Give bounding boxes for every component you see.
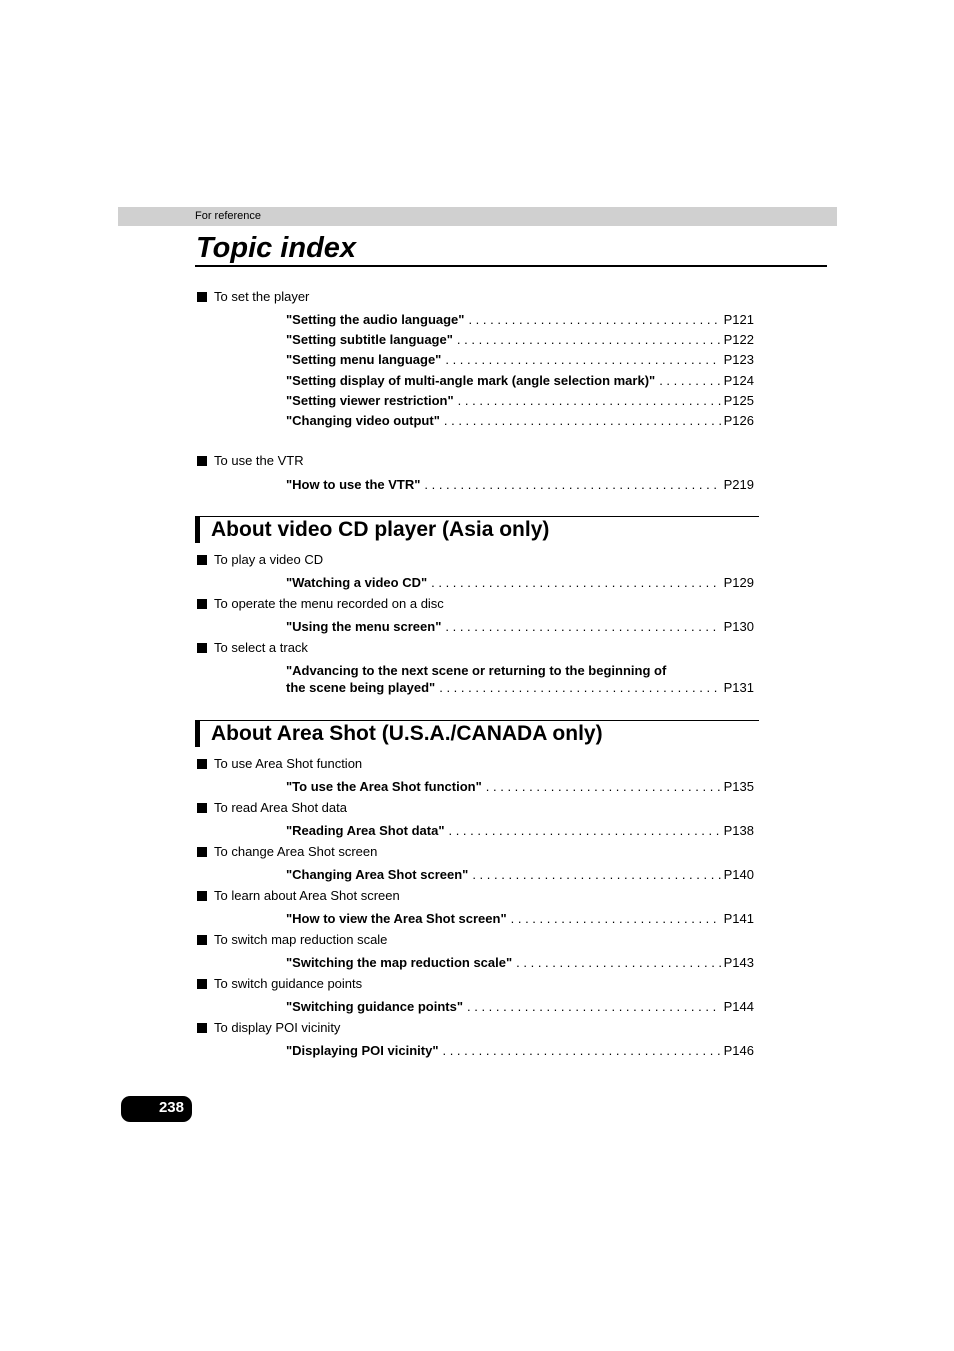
bullet-square-icon [197, 1023, 207, 1033]
leader-dots [467, 998, 721, 1015]
page-ref: P219 [723, 477, 754, 492]
index-entry[interactable]: "Displaying POI vicinity" . . . P146 [286, 1042, 754, 1059]
index-entry[interactable]: "Setting the audio language" . . . P121 [286, 311, 754, 328]
leader-dots [439, 679, 720, 696]
page-ref: P135 [723, 779, 754, 794]
topic-select-track: To select a track [197, 640, 308, 656]
leader-dots [511, 910, 721, 927]
section-heading-video-cd: About video CD player (Asia only) [195, 516, 759, 544]
leader-dots [445, 618, 720, 635]
leader-dots [468, 311, 720, 328]
page-ref: P141 [723, 911, 754, 926]
topic-poi-vicinity: To display POI vicinity [197, 1020, 340, 1036]
index-entry[interactable]: "Reading Area Shot data" . . . P138 [286, 822, 754, 839]
bullet-square-icon [197, 803, 207, 813]
page-ref: P126 [723, 413, 754, 428]
leader-dots [444, 412, 721, 429]
index-entry[interactable]: "Setting viewer restriction" . . . P125 [286, 392, 754, 409]
index-entry[interactable]: "To use the Area Shot function" . . . P135 [286, 778, 754, 795]
bullet-square-icon [197, 979, 207, 989]
bullet-square-icon [197, 292, 207, 302]
topic-use-vtr: To use the VTR [197, 453, 304, 469]
topic-set-player: To set the player [197, 289, 309, 305]
bullet-square-icon [197, 643, 207, 653]
leader-dots [659, 372, 720, 389]
leader-dots [431, 574, 720, 591]
page-ref: P143 [723, 955, 754, 970]
page-number-badge: 238 [121, 1096, 192, 1122]
page-ref: P123 [723, 352, 754, 367]
leader-dots [457, 331, 721, 348]
section-label: For reference [195, 210, 262, 222]
page-ref: P124 [723, 373, 754, 388]
bullet-square-icon [197, 847, 207, 857]
topic-learn-area-shot: To learn about Area Shot screen [197, 888, 400, 904]
index-entry-line1[interactable]: "Advancing to the next scene or returning to the beginning of [286, 663, 667, 678]
topic-change-area-shot: To change Area Shot screen [197, 844, 377, 860]
index-entry[interactable]: "Setting subtitle language" . . . P122 [286, 331, 754, 348]
bullet-square-icon [197, 456, 207, 466]
bullet-square-icon [197, 891, 207, 901]
page-ref: P140 [723, 867, 754, 882]
bullet-square-icon [197, 555, 207, 565]
page-ref: P138 [723, 823, 754, 838]
index-entry[interactable]: "How to use the VTR" . . . P219 [286, 476, 754, 493]
page-ref: P121 [723, 312, 754, 327]
page-ref: P122 [723, 332, 754, 347]
leader-dots [442, 1042, 720, 1059]
page-title: Topic index [196, 232, 357, 264]
index-entry[interactable]: "How to view the Area Shot screen" . . . P141 [286, 910, 754, 927]
index-entry[interactable]: "Setting display of multi-angle mark (angle selection mark)" . . . P124 [286, 372, 754, 389]
topic-operate-menu: To operate the menu recorded on a disc [197, 596, 444, 612]
leader-dots [472, 866, 720, 883]
index-entry[interactable]: "Changing video output" . . . P126 [286, 412, 754, 429]
leader-dots [458, 392, 721, 409]
index-entry[interactable]: "Switching guidance points" . . . P144 [286, 998, 754, 1015]
section-heading-area-shot: About Area Shot (U.S.A./CANADA only) [195, 720, 759, 748]
bullet-square-icon [197, 935, 207, 945]
index-entry[interactable]: "Changing Area Shot screen" . . . P140 [286, 866, 754, 883]
topic-use-area-shot: To use Area Shot function [197, 756, 362, 772]
page-ref: P131 [723, 680, 754, 695]
leader-dots [448, 822, 720, 839]
index-entry[interactable]: "Setting menu language" . . . P123 [286, 351, 754, 368]
heading-bar [195, 721, 200, 747]
topic-map-scale: To switch map reduction scale [197, 932, 387, 948]
topic-play-video-cd: To play a video CD [197, 552, 323, 568]
page-ref: P146 [723, 1043, 754, 1058]
bullet-square-icon [197, 599, 207, 609]
page-ref: P130 [723, 619, 754, 634]
title-underline [195, 265, 827, 267]
leader-dots [516, 954, 720, 971]
bullet-square-icon [197, 759, 207, 769]
page-ref: P125 [723, 393, 754, 408]
topic-guidance-points: To switch guidance points [197, 976, 362, 992]
leader-dots [445, 351, 720, 368]
heading-bar [195, 517, 200, 543]
index-entry[interactable]: the scene being played" . . . P131 [286, 679, 754, 696]
index-entry[interactable]: "Using the menu screen" . . . P130 [286, 618, 754, 635]
index-entry[interactable]: "Switching the map reduction scale" . . . P143 [286, 954, 754, 971]
leader-dots [486, 778, 721, 795]
topic-read-area-shot: To read Area Shot data [197, 800, 347, 816]
leader-dots [424, 476, 720, 493]
index-entry[interactable]: "Watching a video CD" . . . P129 [286, 574, 754, 591]
page-ref: P129 [723, 575, 754, 590]
page-ref: P144 [723, 999, 754, 1014]
